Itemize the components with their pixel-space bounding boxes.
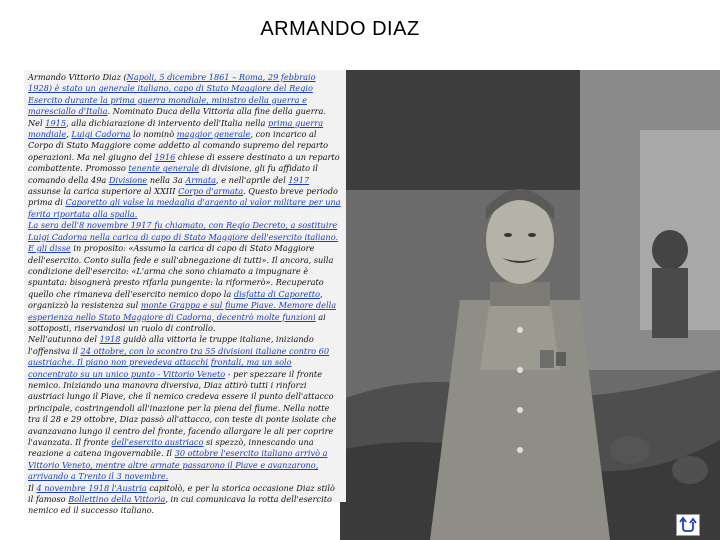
paragraph-5 [28, 483, 342, 517]
text-run: in proposito: «Assumo la carica di capo di Stato Maggiore dell'esercito. Conto sulla fede e sull'abnegazione di tutti». Il ancora, sulla condizione dell'esercito: «L'arma che sono chiamato a impugnare è spuntata: bisognerà presto rifarla pungente: la riformerò». Recuperato quello che rimaneva dell'esercito nemico dopo la [28, 243, 334, 299]
text-run: . Questo breve periodo prima di [28, 186, 338, 208]
text-run: Il [28, 482, 37, 493]
text-run: assunse la carica superiore al XXIII [28, 186, 179, 197]
text-link[interactable]: Divisione [108, 174, 148, 185]
text-run: , [66, 129, 72, 140]
text-link[interactable]: Armata [185, 174, 217, 185]
text-run: , alla dichiarazione di intervento dell'Italia nella [66, 117, 268, 128]
text-link[interactable]: dell'esercito austriaco [111, 437, 204, 447]
text-link[interactable]: Bollettino della Vittoria [68, 494, 166, 505]
text-run: capitolò, e per la storica occasione Diaz stilò il famoso [28, 482, 335, 505]
text-run: nella 3a [147, 174, 186, 185]
text-run: guidò alla vittoria le truppe italiane, iniziando l'offensiva il [28, 334, 314, 356]
text-link[interactable]: La sera dell'8 novembre 1917 fu chiamato, con Regio Decreto, a sostituire Luigi Cadorna nella carica di capo di Stato Maggiore dell'esercito italiano. E gli disse [28, 220, 339, 254]
text-link[interactable]: disfatta di Caporetto [233, 288, 321, 299]
text-link[interactable]: Luigi Cadorna [71, 129, 131, 140]
historical-photo-collage [340, 70, 720, 540]
text-link[interactable]: 1915 [45, 117, 67, 128]
text-run: Nell'autunno del [28, 334, 100, 345]
text-run: lo nominò [130, 129, 177, 140]
text-run: , con incarico al Corpo di Stato Maggiore come addetto al comando supremo del reparto operazioni. Ma nel giugno del [28, 129, 329, 162]
text-link[interactable]: Napoli, 5 dicembre 1861 – Roma, 29 febbraio 1928) è stato un generale italiano, capo di Stato Maggiore del Regio Esercito durante la prima guerra mondiale, ministro della guerra e maresciallo d'Italia [28, 72, 316, 117]
text-run: , e nell'aprile del [216, 174, 289, 185]
text-link[interactable]: 1918 [99, 334, 121, 345]
return-button[interactable] [676, 514, 700, 536]
text-link[interactable]: tenente generale [128, 163, 200, 174]
text-link[interactable]: 24 ottobre, con lo scontro tra 55 divisioni italiane contro 60 austriache. Il piano non prevedeva attacchi frontali, ma un solo concentrato su un unico punto - Vittorio Veneto [28, 345, 330, 379]
text-link[interactable]: 4 novembre 1918 l'Austria [36, 482, 147, 493]
text-run: ai sottoposti, riservandosi un ruolo di controllo. [28, 311, 326, 333]
text-link[interactable]: prima guerra mondiale [28, 117, 324, 140]
text-link[interactable]: Caporetto gli valse la medaglia d'argento al valor militare per una ferita riportata alla spalla. [28, 197, 341, 219]
text-link[interactable]: maggior generale [176, 129, 251, 140]
text-link[interactable]: monte Grappa e sul fiume Piave. Memore della esperienza nello Stato Maggiore di Cadorna, decentrò molte funzioni [28, 300, 337, 322]
historical-photo [340, 70, 720, 540]
paragraph-4 [28, 334, 342, 482]
article-text [24, 70, 346, 516]
text-run: di divisione, gli fu affidato il comando della 49a [28, 163, 318, 185]
text-run: - per spezzare il fronte nemico. Iniziando una manovra diversiva, Diaz attirò tutti i rinforzi austriaci lungo il Piave, che il nemico credeva essere il punto dell'attacco principale, costringendoli all'inazione per la piena del fiume. Nella notte tra il 28 e 29 ottobre, Diaz passò all'attacco, con teste di ponte isolate che avanzavano lungo il centro del fronte, facendo allargare le ali per coprire l'avanzata. Il fronte [28, 368, 337, 447]
return-arrow-icon [679, 517, 697, 533]
paragraph-2 [28, 118, 342, 221]
paragraph-3 [28, 220, 342, 334]
text-run: . Nominato Duca della Vittoria alla fine della guerra. [107, 106, 327, 117]
text-link[interactable]: Corpo d'armata [178, 186, 244, 197]
text-link[interactable]: 1916 [154, 151, 176, 162]
text-link[interactable]: 30 ottobre l'esercito italiano arrivò a Vittorio Veneto, mentre altre armate passarono il Piave e avanzarono, arrivando a Trento il 3 novembre. [28, 448, 328, 482]
text-run: Armando Vittorio Diaz ( [28, 72, 127, 82]
text-run: Nel [28, 117, 46, 128]
slide-title: ARMANDO DIAZ [260, 18, 420, 40]
text-run: , in cui comunicava la rotta dell'esercito nemico ed il successo italiano. [28, 494, 332, 516]
text-link[interactable]: 1917 [288, 174, 310, 185]
text-run: si spezzò, innescando una reazione a catena ingovernabile. Il [28, 437, 314, 459]
paragraph-1 [28, 72, 342, 118]
text-run: chiese di essere destinato a un reparto combattente. Promosso [28, 151, 340, 174]
text-run: , organizzò la resistenza sul [28, 288, 323, 311]
